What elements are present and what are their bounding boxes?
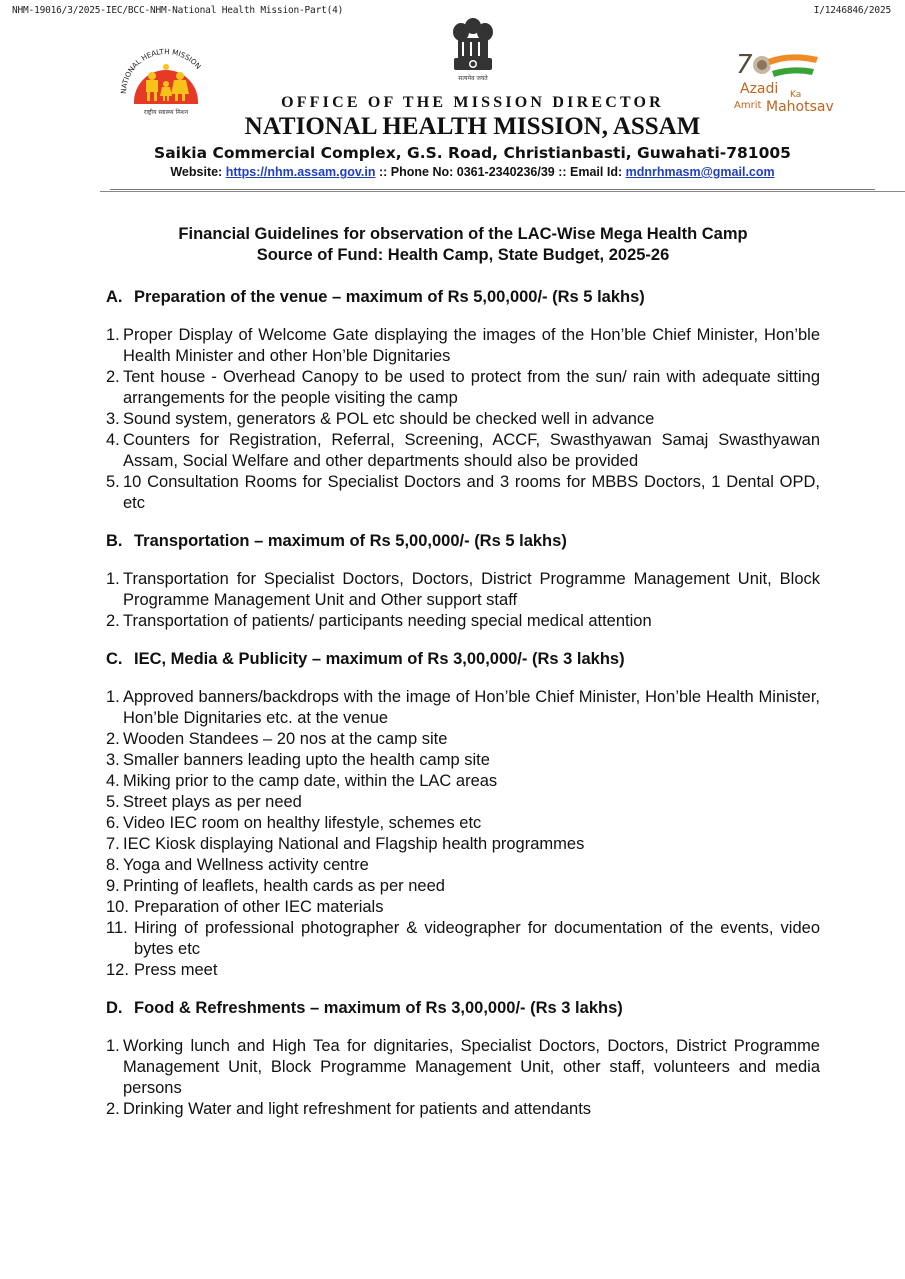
item-text: Tent house - Overhead Canopy to be used to protect from the sun/ rain with adequate sitting arrangements for the people visiting the camp [123, 368, 820, 407]
item-text: Street plays as per need [123, 793, 302, 811]
section-c-list [106, 687, 820, 981]
section-heading-text: Preparation of the venue – maximum of Rs 5,00,000/- (Rs 5 lakhs) [134, 288, 645, 306]
item-number: 9. [106, 877, 120, 895]
item-number: 1. [106, 326, 120, 344]
item-number: 10. [106, 898, 129, 916]
list-item [106, 472, 820, 514]
section-heading-text: Transportation – maximum of Rs 5,00,000/- (Rs 5 lakhs) [134, 532, 567, 550]
section-d-heading [106, 999, 820, 1018]
section-letter: C. [106, 650, 123, 668]
receipt-number: I/1246846/2025 [813, 5, 891, 16]
section-d-list [106, 1036, 820, 1120]
item-number: 1. [106, 1037, 120, 1055]
email-link[interactable]: mdnrhmasm@gmail.com [625, 165, 775, 179]
document-body [106, 224, 820, 1120]
list-item [106, 750, 820, 771]
section-letter: B. [106, 532, 123, 550]
state-emblem-icon [444, 12, 502, 84]
item-text: Yoga and Wellness activity centre [123, 856, 369, 874]
list-item [106, 367, 820, 409]
list-item [106, 771, 820, 792]
list-item [106, 855, 820, 876]
list-item [106, 960, 820, 981]
header-divider-secondary [100, 191, 905, 192]
list-item [106, 897, 820, 918]
item-number: 4. [106, 772, 120, 790]
list-item [106, 834, 820, 855]
item-text: Miking prior to the camp date, within the LAC areas [123, 772, 498, 790]
organization-name: NATIONAL HEALTH MISSION, ASSAM [244, 113, 701, 140]
svg-text:सत्यमेव जयते: सत्यमेव जयते [458, 75, 488, 82]
list-item [106, 813, 820, 834]
section-b-list [106, 569, 820, 632]
item-text: Preparation of other IEC materials [134, 898, 384, 916]
item-text: Sound system, generators & POL etc should be checked well in advance [123, 410, 655, 428]
title-line-1: Financial Guidelines for observation of the LAC-Wise Mega Health Camp [178, 225, 748, 243]
svg-text:Azadi: Azadi [740, 81, 779, 97]
list-item [106, 569, 820, 611]
item-number: 2. [106, 1100, 120, 1118]
website-link[interactable]: https://nhm.assam.gov.in [225, 165, 376, 179]
item-text: Video IEC room on healthy lifestyle, schemes etc [123, 814, 482, 832]
item-text: Transportation of patients/ participants needing special medical attention [123, 612, 652, 630]
item-text: Transportation for Specialist Doctors, Doctors, District Programme Management Unit, Block Programme Management Unit and Other support staff [123, 570, 820, 609]
item-text: Drinking Water and light refreshment for patients and attendants [123, 1100, 592, 1118]
list-item [106, 430, 820, 472]
list-item [106, 687, 820, 729]
office-address: Saikia Commercial Complex, G.S. Road, Christianbasti, Guwahati-781005 [154, 144, 791, 162]
item-text: Approved banners/backdrops with the image of Hon’ble Chief Minister, Hon’ble Health Minister, Hon’ble Dignitaries etc. at the venue [123, 688, 820, 727]
contact-line [0, 165, 905, 179]
item-number: 8. [106, 856, 120, 874]
office-line: OFFICE OF THE MISSION DIRECTOR [281, 94, 664, 111]
item-text: Printing of leaflets, health cards as per need [123, 877, 445, 895]
item-number: 5. [106, 793, 120, 811]
file-number: NHM-19016/3/2025-IEC/BCC-NHM-National Health Mission-Part(4) [12, 5, 344, 16]
list-item [106, 325, 820, 367]
section-letter: A. [106, 288, 123, 306]
section-b-heading [106, 532, 820, 551]
item-number: 2. [106, 730, 120, 748]
svg-text:NATIONAL HEALTH MISSION: NATIONAL HEALTH MISSION [118, 46, 203, 95]
item-text: Press meet [134, 961, 218, 979]
item-number: 1. [106, 688, 120, 706]
phone-label: :: Phone No: 0361-2340236/39 :: Email Id: [375, 165, 626, 179]
item-number: 2. [106, 612, 120, 630]
section-a-heading [106, 288, 820, 307]
title-line-2: Source of Fund: Health Camp, State Budget, 2025-26 [256, 246, 670, 264]
item-text: Proper Display of Welcome Gate displaying the images of the Hon’ble Chief Minister, Hon’ble Health Minister and other Hon’ble Dignitaries [123, 326, 820, 365]
section-heading-text: IEC, Media & Publicity – maximum of Rs 3,00,000/- (Rs 3 lakhs) [134, 650, 625, 668]
section-letter: D. [106, 999, 123, 1017]
svg-text:राष्ट्रीय स्वास्थ्य मिशन: राष्ट्रीय स्वास्थ्य मिशन [143, 109, 189, 116]
svg-text:7: 7 [736, 50, 753, 80]
item-number: 5. [106, 473, 120, 491]
item-number: 2. [106, 368, 120, 386]
section-a-list [106, 325, 820, 514]
list-item [106, 1036, 820, 1099]
svg-text:Mahotsav: Mahotsav [766, 99, 834, 115]
item-text: 10 Consultation Rooms for Specialist Doctors and 3 rooms for MBBS Doctors, 1 Dental OPD, etc [123, 473, 820, 512]
item-text: Counters for Registration, Referral, Screening, ACCF, Swasthyawan Samaj Swasthyawan Assam, Social Welfare and other departments should also be provided [123, 431, 820, 470]
list-item [106, 1099, 820, 1120]
list-item [106, 611, 820, 632]
section-c-heading [106, 650, 820, 669]
item-number: 1. [106, 570, 120, 588]
svg-text:Ka: Ka [790, 90, 802, 100]
list-item [106, 918, 820, 960]
item-number: 3. [106, 751, 120, 769]
list-item [106, 876, 820, 897]
item-number: 12. [106, 961, 129, 979]
svg-text:Amrit: Amrit [734, 100, 762, 111]
document-title [106, 224, 820, 266]
item-text: Working lunch and High Tea for dignitaries, Specialist Doctors, Doctors, District Programme Management Unit, Block Programme Management Unit, other staff, volunteers and media persons [123, 1037, 820, 1097]
section-heading-text: Food & Refreshments – maximum of Rs 3,00,000/- (Rs 3 lakhs) [134, 999, 623, 1017]
item-text: Wooden Standees – 20 nos at the camp site [123, 730, 448, 748]
item-number: 3. [106, 410, 120, 428]
item-number: 7. [106, 835, 120, 853]
item-number: 6. [106, 814, 120, 832]
website-label: Website: [170, 165, 226, 179]
item-text: Smaller banners leading upto the health camp site [123, 751, 490, 769]
list-item [106, 792, 820, 813]
header-divider [110, 189, 875, 190]
item-number: 4. [106, 431, 120, 449]
item-number: 11. [106, 919, 128, 937]
item-text: IEC Kiosk displaying National and Flagship health programmes [123, 835, 585, 853]
list-item [106, 409, 820, 430]
item-text: Hiring of professional photographer & videographer for documentation of the events, video bytes etc [134, 919, 820, 958]
list-item [106, 729, 820, 750]
